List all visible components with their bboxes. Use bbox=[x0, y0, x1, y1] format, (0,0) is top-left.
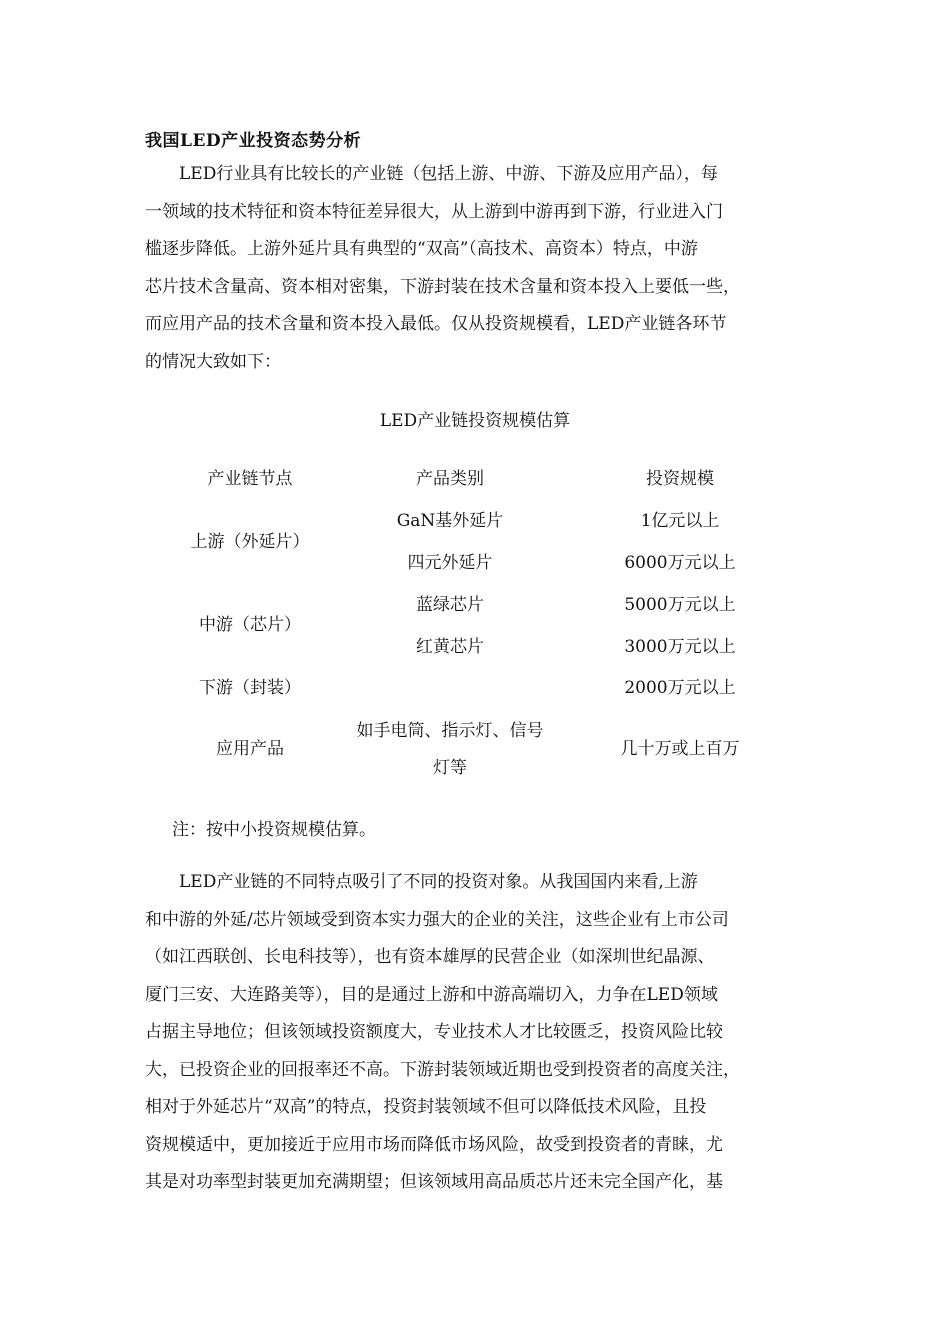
paragraph-line: 一领域的技术特征和资本特征差异很大，从上游到中游再到下游，行业进入门 bbox=[145, 201, 723, 222]
table-cell-node: 下游（封装） bbox=[199, 678, 301, 698]
paragraph-line: 芯片技术含量高、资本相对密集，下游封装在技术含量和资本投入上要低一些， bbox=[145, 276, 740, 297]
paragraph-line: LED行业具有比较长的产业链（包括上游、中游、下游及应用产品），每 bbox=[145, 164, 718, 184]
paragraph-line: 而应用产品的技术含量和资本投入最低。仅从投资规模看，LED产业链各环节 bbox=[145, 314, 727, 334]
document-title: 我国LED产业投资态势分析 bbox=[145, 131, 362, 151]
paragraph-line: 资规模适中，更加接近于应用市场而降低市场风险，故受到投资者的青睐，尤 bbox=[145, 1134, 723, 1155]
table-cell-node: 应用产品 bbox=[216, 739, 284, 759]
paragraph-line: 大，已投资企业的回报率还不高。下游封装领域近期也受到投资者的高度关注， bbox=[145, 1059, 740, 1080]
table-cell-scale: 3000万元以上 bbox=[624, 637, 736, 657]
table-title: LED产业链投资规模估算 bbox=[379, 411, 571, 431]
table-header-product: 产品类别 bbox=[416, 469, 484, 489]
table-cell-product: 四元外延片 bbox=[407, 553, 493, 573]
paragraph-line: LED产业链的不同特点吸引了不同的投资对象。从我国国内来看,上游 bbox=[145, 872, 698, 892]
paragraph-line: 占据主导地位；但该领域投资额度大，专业技术人才比较匮乏，投资风险比较 bbox=[145, 1022, 723, 1042]
paragraph-line: （如江西联创、长电科技等），也有资本雄厚的民营企业（如深圳世纪晶源、 bbox=[145, 947, 715, 967]
body-paragraph bbox=[145, 864, 805, 1202]
table-cell-scale: 5000万元以上 bbox=[624, 595, 736, 615]
table-cell-product: GaN基外延片 bbox=[396, 511, 504, 531]
paragraph-line: 和中游的外延/芯片领域受到资本实力强大的企业的关注，这些企业有上市公司 bbox=[145, 909, 729, 930]
table-header-scale: 投资规模 bbox=[646, 469, 714, 489]
paragraph-line: 其是对功率型封装更加充满期望；但该领域用高品质芯片还未完全国产化，基 bbox=[145, 1172, 723, 1192]
paragraph-line: 的情况大致如下： bbox=[145, 351, 281, 372]
table-cell-product: 蓝绿芯片 bbox=[416, 595, 484, 615]
paragraph-line: 相对于外延芯片“双高”的特点，投资封装领域不但可以降低技术风险，且投 bbox=[145, 1097, 707, 1117]
table-cell-node: 上游（外延片） bbox=[190, 532, 310, 552]
table-header-node: 产业链节点 bbox=[207, 469, 293, 489]
intro-paragraph bbox=[145, 156, 805, 381]
table-cell-scale: 几十万或上百万 bbox=[620, 739, 740, 759]
table-cell-scale: 2000万元以上 bbox=[624, 678, 736, 698]
paragraph-line: 槛逐步降低。上游外延片具有典型的“双高”（高技术、高资本）特点，中游 bbox=[145, 239, 698, 259]
table-cell-scale: 1亿元以上 bbox=[640, 511, 720, 531]
table-cell-product: 灯等 bbox=[433, 758, 467, 778]
table-cell-product: 如手电筒、指示灯、信号 bbox=[356, 721, 544, 741]
paragraph-line: 厦门三安、大连路美等），目的是通过上游和中游高端切入，力争在LED领域 bbox=[145, 984, 718, 1005]
table-cell-product: 红黄芯片 bbox=[416, 637, 484, 657]
table-cell-node: 中游（芯片） bbox=[199, 615, 301, 635]
table-cell-scale: 6000万元以上 bbox=[624, 553, 736, 573]
table-note: 注：按中小投资规模估算。 bbox=[172, 820, 376, 840]
